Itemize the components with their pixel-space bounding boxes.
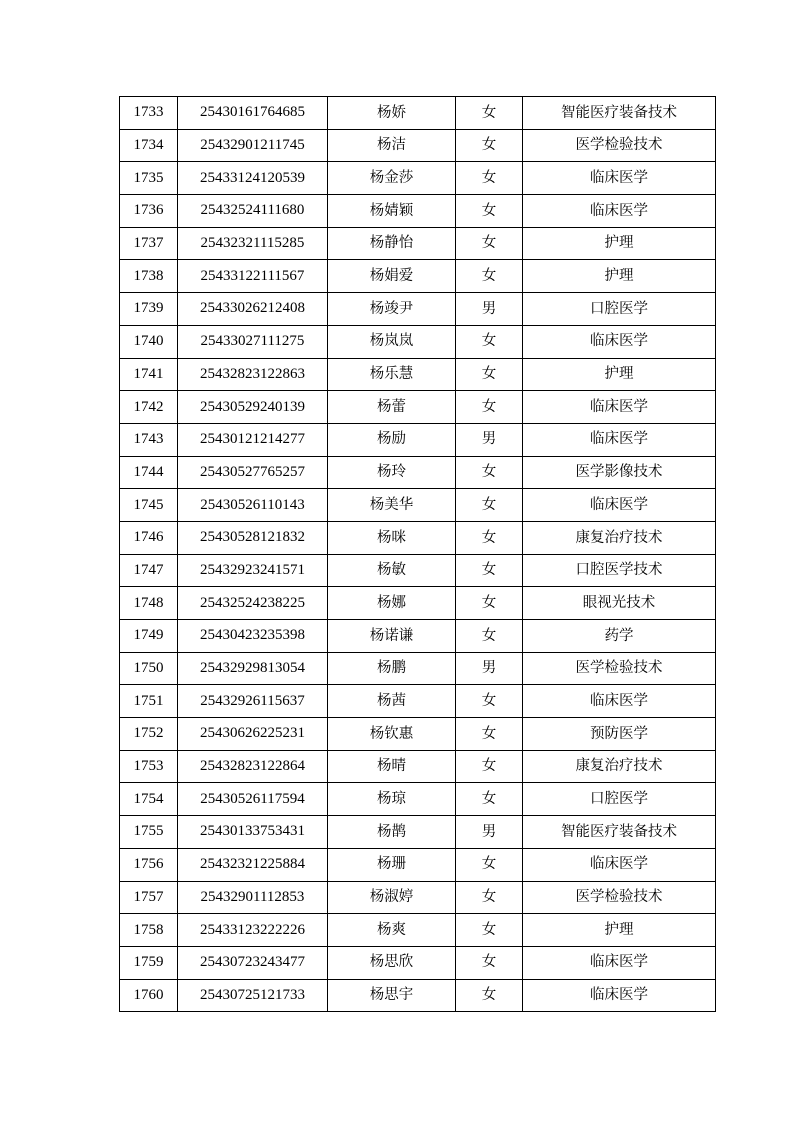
- table-row: [120, 162, 716, 195]
- cell-gender: 女: [456, 391, 523, 424]
- cell-student-name: 杨思欣: [328, 946, 456, 979]
- cell-gender: 女: [456, 881, 523, 914]
- cell-gender: 男: [456, 423, 523, 456]
- cell-major: 康复治疗技术: [523, 521, 716, 554]
- cell-gender: 女: [456, 456, 523, 489]
- cell-major: 智能医疗装备技术: [523, 97, 716, 130]
- cell-student-name: 杨婧颖: [328, 195, 456, 228]
- cell-seq-number: 1744: [120, 456, 178, 489]
- cell-student-name: 杨淑婷: [328, 881, 456, 914]
- cell-gender: 女: [456, 489, 523, 522]
- cell-exam-id: 25430723243477: [178, 946, 328, 979]
- cell-major: 临床医学: [523, 195, 716, 228]
- cell-major: 口腔医学: [523, 783, 716, 816]
- cell-seq-number: 1748: [120, 587, 178, 620]
- cell-gender: 女: [456, 587, 523, 620]
- cell-student-name: 杨琼: [328, 783, 456, 816]
- cell-seq-number: 1753: [120, 750, 178, 783]
- cell-gender: 女: [456, 718, 523, 751]
- cell-exam-id: 25430529240139: [178, 391, 328, 424]
- cell-exam-id: 25433026212408: [178, 293, 328, 326]
- cell-gender: 女: [456, 750, 523, 783]
- cell-exam-id: 25432923241571: [178, 554, 328, 587]
- table-row: [120, 685, 716, 718]
- cell-seq-number: 1759: [120, 946, 178, 979]
- table-row: [120, 325, 716, 358]
- cell-major: 临床医学: [523, 848, 716, 881]
- cell-exam-id: 25432823122863: [178, 358, 328, 391]
- cell-student-name: 杨鹏: [328, 652, 456, 685]
- cell-seq-number: 1756: [120, 848, 178, 881]
- student-roster-table: [119, 96, 716, 1012]
- cell-exam-id: 25433123222226: [178, 914, 328, 947]
- cell-major: 护理: [523, 914, 716, 947]
- cell-seq-number: 1755: [120, 816, 178, 849]
- cell-major: 口腔医学技术: [523, 554, 716, 587]
- cell-exam-id: 25430423235398: [178, 620, 328, 653]
- cell-seq-number: 1742: [120, 391, 178, 424]
- cell-student-name: 杨珊: [328, 848, 456, 881]
- cell-student-name: 杨钦惠: [328, 718, 456, 751]
- cell-gender: 女: [456, 129, 523, 162]
- cell-seq-number: 1750: [120, 652, 178, 685]
- cell-student-name: 杨爽: [328, 914, 456, 947]
- cell-major: 康复治疗技术: [523, 750, 716, 783]
- cell-exam-id: 25430528121832: [178, 521, 328, 554]
- cell-gender: 女: [456, 848, 523, 881]
- cell-seq-number: 1737: [120, 227, 178, 260]
- cell-student-name: 杨娇: [328, 97, 456, 130]
- table-row: [120, 587, 716, 620]
- cell-major: 临床医学: [523, 979, 716, 1012]
- cell-major: 临床医学: [523, 685, 716, 718]
- cell-seq-number: 1741: [120, 358, 178, 391]
- cell-exam-id: 25433027111275: [178, 325, 328, 358]
- cell-student-name: 杨静怡: [328, 227, 456, 260]
- cell-student-name: 杨乐慧: [328, 358, 456, 391]
- cell-seq-number: 1760: [120, 979, 178, 1012]
- cell-exam-id: 25432823122864: [178, 750, 328, 783]
- table-row: [120, 358, 716, 391]
- table-row: [120, 423, 716, 456]
- cell-exam-id: 25432901211745: [178, 129, 328, 162]
- cell-exam-id: 25433122111567: [178, 260, 328, 293]
- table-row: [120, 750, 716, 783]
- cell-major: 临床医学: [523, 946, 716, 979]
- cell-gender: 女: [456, 227, 523, 260]
- cell-major: 医学检验技术: [523, 652, 716, 685]
- cell-gender: 女: [456, 97, 523, 130]
- table-row: [120, 391, 716, 424]
- table-row: [120, 620, 716, 653]
- cell-gender: 女: [456, 685, 523, 718]
- table-row: [120, 456, 716, 489]
- table-row: [120, 979, 716, 1012]
- cell-exam-id: 25432926115637: [178, 685, 328, 718]
- cell-seq-number: 1740: [120, 325, 178, 358]
- cell-seq-number: 1751: [120, 685, 178, 718]
- cell-major: 眼视光技术: [523, 587, 716, 620]
- table-row: [120, 652, 716, 685]
- cell-seq-number: 1736: [120, 195, 178, 228]
- table-row: [120, 129, 716, 162]
- cell-gender: 女: [456, 162, 523, 195]
- cell-gender: 女: [456, 325, 523, 358]
- cell-seq-number: 1743: [120, 423, 178, 456]
- cell-seq-number: 1739: [120, 293, 178, 326]
- cell-gender: 男: [456, 652, 523, 685]
- cell-gender: 女: [456, 195, 523, 228]
- cell-major: 医学检验技术: [523, 881, 716, 914]
- cell-student-name: 杨娜: [328, 587, 456, 620]
- cell-exam-id: 25432321115285: [178, 227, 328, 260]
- cell-seq-number: 1747: [120, 554, 178, 587]
- cell-student-name: 杨晴: [328, 750, 456, 783]
- table-row: [120, 848, 716, 881]
- table-row: [120, 489, 716, 522]
- cell-student-name: 杨娟爱: [328, 260, 456, 293]
- cell-student-name: 杨敏: [328, 554, 456, 587]
- cell-student-name: 杨咪: [328, 521, 456, 554]
- cell-seq-number: 1738: [120, 260, 178, 293]
- cell-gender: 女: [456, 914, 523, 947]
- cell-exam-id: 25432321225884: [178, 848, 328, 881]
- cell-seq-number: 1735: [120, 162, 178, 195]
- cell-gender: 女: [456, 260, 523, 293]
- cell-major: 口腔医学: [523, 293, 716, 326]
- cell-exam-id: 25430133753431: [178, 816, 328, 849]
- table-row: [120, 293, 716, 326]
- cell-exam-id: 25433124120539: [178, 162, 328, 195]
- cell-seq-number: 1757: [120, 881, 178, 914]
- cell-major: 医学检验技术: [523, 129, 716, 162]
- cell-student-name: 杨玲: [328, 456, 456, 489]
- cell-major: 临床医学: [523, 162, 716, 195]
- table-row: [120, 783, 716, 816]
- cell-gender: 女: [456, 979, 523, 1012]
- cell-major: 护理: [523, 358, 716, 391]
- table-row: [120, 227, 716, 260]
- table-row: [120, 97, 716, 130]
- cell-student-name: 杨思宇: [328, 979, 456, 1012]
- table-row: [120, 521, 716, 554]
- cell-exam-id: 25430526117594: [178, 783, 328, 816]
- cell-seq-number: 1752: [120, 718, 178, 751]
- cell-gender: 女: [456, 521, 523, 554]
- cell-major: 临床医学: [523, 391, 716, 424]
- roster-body: [120, 97, 716, 1012]
- cell-exam-id: 25432524238225: [178, 587, 328, 620]
- table-row: [120, 195, 716, 228]
- table-row: [120, 718, 716, 751]
- cell-exam-id: 25430527765257: [178, 456, 328, 489]
- cell-exam-id: 25430526110143: [178, 489, 328, 522]
- cell-seq-number: 1746: [120, 521, 178, 554]
- cell-gender: 男: [456, 293, 523, 326]
- cell-major: 药学: [523, 620, 716, 653]
- cell-student-name: 杨竣尹: [328, 293, 456, 326]
- cell-major: 护理: [523, 260, 716, 293]
- cell-seq-number: 1749: [120, 620, 178, 653]
- cell-student-name: 杨美华: [328, 489, 456, 522]
- cell-gender: 女: [456, 358, 523, 391]
- cell-seq-number: 1745: [120, 489, 178, 522]
- cell-exam-id: 25432524111680: [178, 195, 328, 228]
- cell-student-name: 杨金莎: [328, 162, 456, 195]
- cell-gender: 女: [456, 783, 523, 816]
- table-row: [120, 260, 716, 293]
- table-row: [120, 816, 716, 849]
- cell-major: 护理: [523, 227, 716, 260]
- cell-gender: 男: [456, 816, 523, 849]
- cell-gender: 女: [456, 946, 523, 979]
- cell-student-name: 杨洁: [328, 129, 456, 162]
- cell-student-name: 杨励: [328, 423, 456, 456]
- cell-exam-id: 25430626225231: [178, 718, 328, 751]
- cell-major: 临床医学: [523, 489, 716, 522]
- cell-major: 预防医学: [523, 718, 716, 751]
- cell-student-name: 杨蕾: [328, 391, 456, 424]
- cell-student-name: 杨诺谦: [328, 620, 456, 653]
- table-row: [120, 881, 716, 914]
- cell-major: 智能医疗装备技术: [523, 816, 716, 849]
- cell-exam-id: 25432929813054: [178, 652, 328, 685]
- cell-major: 医学影像技术: [523, 456, 716, 489]
- cell-student-name: 杨岚岚: [328, 325, 456, 358]
- cell-major: 临床医学: [523, 423, 716, 456]
- cell-seq-number: 1758: [120, 914, 178, 947]
- table-row: [120, 914, 716, 947]
- table-row: [120, 946, 716, 979]
- cell-exam-id: 25430161764685: [178, 97, 328, 130]
- cell-seq-number: 1754: [120, 783, 178, 816]
- cell-exam-id: 25430121214277: [178, 423, 328, 456]
- cell-exam-id: 25430725121733: [178, 979, 328, 1012]
- cell-exam-id: 25432901112853: [178, 881, 328, 914]
- cell-major: 临床医学: [523, 325, 716, 358]
- cell-student-name: 杨鹊: [328, 816, 456, 849]
- cell-student-name: 杨茜: [328, 685, 456, 718]
- cell-gender: 女: [456, 620, 523, 653]
- table-row: [120, 554, 716, 587]
- cell-seq-number: 1733: [120, 97, 178, 130]
- cell-seq-number: 1734: [120, 129, 178, 162]
- cell-gender: 女: [456, 554, 523, 587]
